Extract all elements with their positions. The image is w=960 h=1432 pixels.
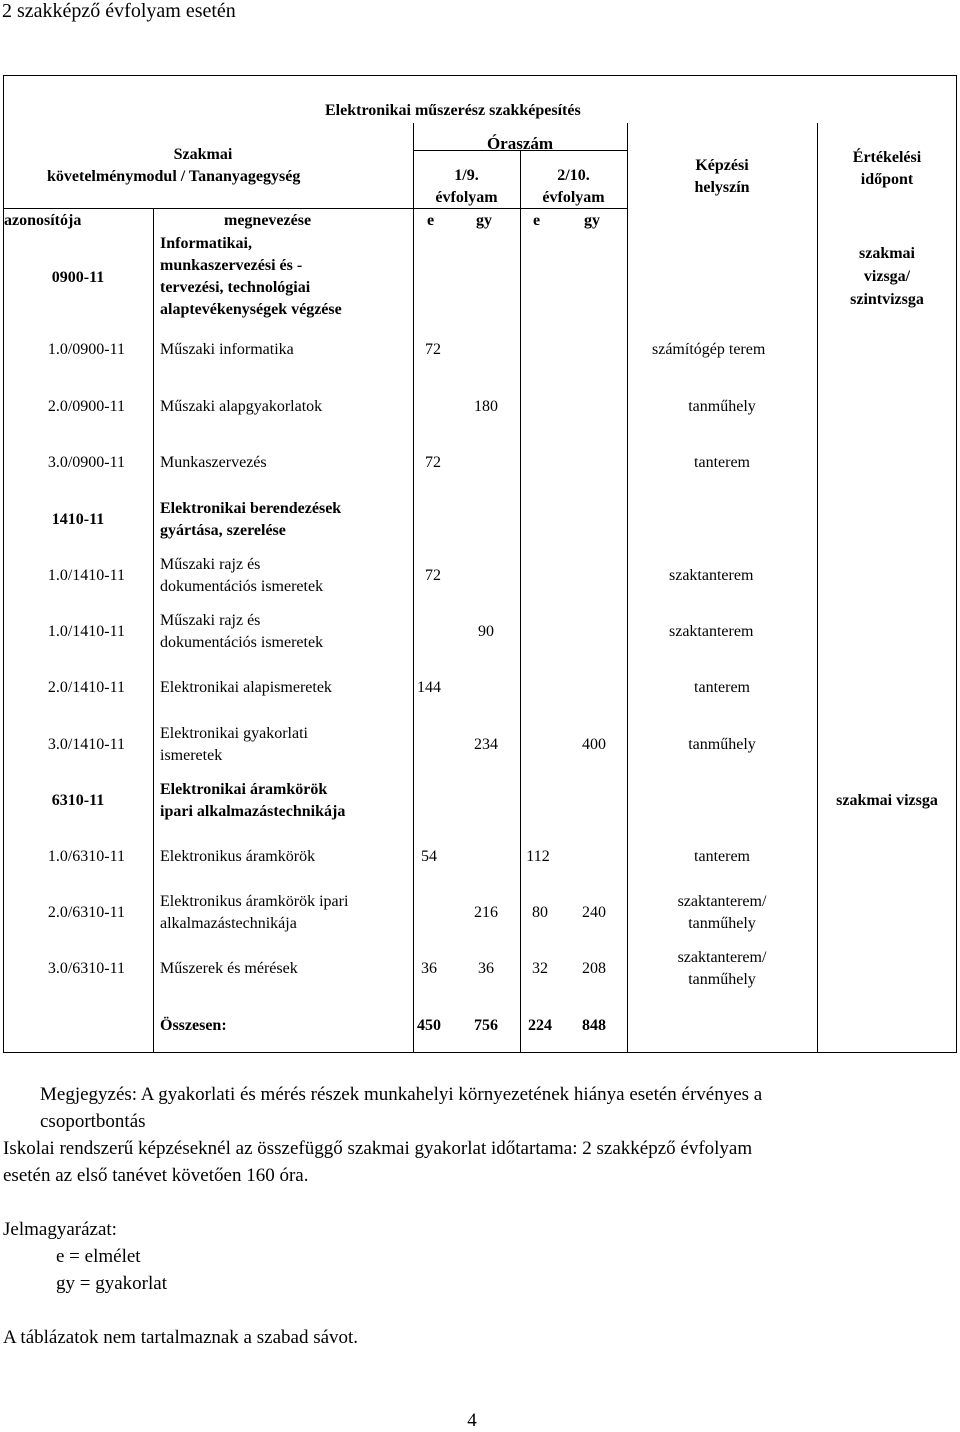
module-id: 0900-11 [51,269,105,286]
row-gy1: 36 [478,960,494,977]
row-gy1: 216 [474,904,498,921]
total-gy1: 756 [474,1017,498,1034]
page-number: 4 [467,1410,477,1431]
row-e2: 112 [526,848,550,865]
row-name: Elektronikai alapismeretek [160,679,332,696]
header-evf1-1: 1/9. [454,167,479,184]
header-helyszin: helyszín [694,179,750,196]
table-line [153,208,154,1053]
row-name: dokumentációs ismeretek [160,634,324,651]
row-place: tanműhely [688,915,756,932]
note-szabad-sav: A táblázatok nem tartalmaznak a szabad sávot. [3,1327,359,1348]
module-name: alaptevékenységek végzése [160,301,342,318]
header-e2: e [533,212,541,229]
total-e2: 224 [528,1017,552,1034]
row-id: 3.0/6310-11 [47,960,125,977]
note-iskolai: esetén az első tanévet követően 160 óra. [3,1165,309,1186]
row-gy2: 240 [582,904,606,921]
row-place: szaktanterem/ [677,893,767,910]
total-gy2: 848 [582,1017,606,1034]
row-id: 1.0/1410-11 [47,623,125,640]
row-gy1: 90 [478,623,494,640]
row-place: tanterem [694,454,750,471]
row-name: Műszaki informatika [160,341,294,358]
row-gy1: 234 [474,736,498,753]
header-ertekelesi: Értékelési [852,149,922,166]
row-gy2: 208 [582,960,606,977]
header-szakmai-modul: követelménymodul / Tananyagegység [47,168,301,185]
row-name: Elektronikus áramkörök ipari [160,893,349,910]
module-name: Elektronikai berendezések [160,500,342,517]
row-gy1: 180 [474,398,498,415]
row-id: 2.0/0900-11 [47,398,125,415]
header-gy2: gy [584,212,600,229]
row-e2: 32 [532,960,548,977]
module-assessment: szakmai vizsga [836,792,938,809]
module-name: ipari alkalmazástechnikája [160,803,346,820]
row-name: Műszerek és mérések [160,960,298,977]
total-e1: 450 [417,1017,441,1034]
module-name: Informatikai, [160,235,252,252]
header-idopont: időpont [860,171,914,188]
row-place: tanműhely [688,398,756,415]
row-id: 3.0/1410-11 [47,736,125,753]
module-id: 1410-11 [51,511,105,528]
row-e1: 72 [425,341,441,358]
header-evf2-1: 2/10. [557,167,590,184]
row-place: szaktanterem [669,567,754,584]
note-iskolai: Iskolai rendszerű képzéseknél az összefüggő szakmai gyakorlat időtartama: 2 szakképző évfolyam [3,1138,753,1159]
module-name: munkaszervezési és - [160,257,303,274]
row-e1: 36 [421,960,437,977]
row-gy2: 400 [582,736,606,753]
legend-e: e = elmélet [56,1246,141,1267]
row-e1: 72 [425,567,441,584]
row-place: tanműhely [688,736,756,753]
row-name: Elektronikus áramkörök [160,848,316,865]
table-line [413,123,414,1053]
module-assessment: szintvizsga [850,291,924,308]
header-e1: e [427,212,435,229]
row-e1: 54 [421,848,437,865]
page-heading: 2 szakképző évfolyam esetén [2,0,236,22]
row-place: számítógép terem [652,341,766,358]
header-gy1: gy [476,212,492,229]
row-id: 1.0/6310-11 [47,848,125,865]
row-name: ismeretek [160,747,223,764]
header-szakmai: Szakmai [173,146,233,163]
header-evf2-2: évfolyam [542,189,605,206]
row-place: tanterem [694,848,750,865]
row-name: Műszaki alapgyakorlatok [160,398,323,415]
row-id: 1.0/0900-11 [47,341,125,358]
row-place: tanműhely [688,971,756,988]
header-azonositoja: azonosítója [4,212,82,229]
module-assessment: szakmai [859,245,915,262]
module-name: gyártása, szerelése [160,522,286,539]
header-megnevezese: megnevezése [224,212,312,229]
header-kepzesi: Képzési [695,157,749,174]
row-e1: 72 [425,454,441,471]
total-label: Összesen: [160,1017,227,1034]
row-id: 3.0/0900-11 [47,454,125,471]
row-name: Műszaki rajz és [160,556,261,573]
module-id: 6310-11 [51,792,105,809]
module-assessment: vizsga/ [863,268,911,285]
header-oraszam: Óraszám [486,134,554,153]
row-place: szaktanterem/ [677,949,767,966]
module-name: tervezési, technológiai [160,279,311,296]
note-megjegyzes: csoportbontás [40,1111,146,1132]
row-name: dokumentációs ismeretek [160,578,324,595]
legend-title: Jelmagyarázat: [3,1219,117,1240]
row-name: Munkaszervezés [160,454,267,471]
row-name: Elektronikai gyakorlati [160,725,308,742]
row-e1: 144 [417,679,441,696]
module-name: Elektronikai áramkörök [160,781,328,798]
row-place: tanterem [694,679,750,696]
row-name: alkalmazástechnikája [160,915,297,932]
table-title: Elektronikai műszerész szakképesítés [325,102,581,119]
note-megjegyzes: Megjegyzés: A gyakorlati és mérés részek munkahelyi környezetének hiánya esetén érvényes a [40,1084,763,1105]
header-evf1-2: évfolyam [435,189,498,206]
row-id: 2.0/1410-11 [47,679,125,696]
row-id: 1.0/1410-11 [47,567,125,584]
row-place: szaktanterem [669,623,754,640]
row-id: 2.0/6310-11 [47,904,125,921]
legend-gy: gy = gyakorlat [56,1273,167,1294]
row-e2: 80 [532,904,548,921]
row-name: Műszaki rajz és [160,612,261,629]
